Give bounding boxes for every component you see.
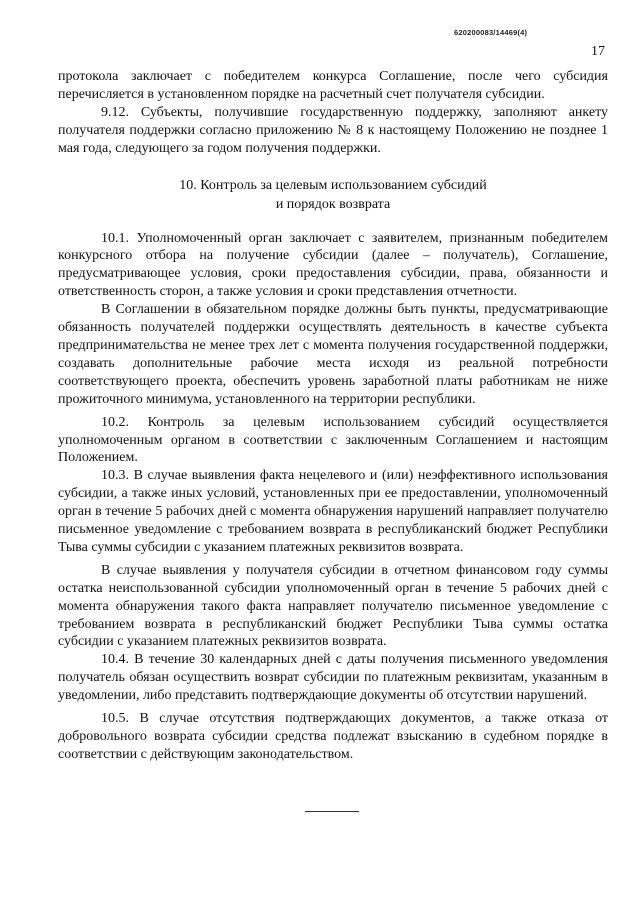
end-divider	[305, 811, 359, 812]
paragraph-remainder-return: В случае выявления у получателя субсидии в отчетном финансовом году суммы остатка неиспользованной субсидии уполномоченный орган в течение 5 рабочих дней с момента обнаружения такого факта направляет получателю письменное уведомление с требованием возврата в республиканский бюджет Республики Тыва суммы остатка субсидии с указанием платежных реквизитов возврата.	[58, 562, 608, 650]
document-body	[58, 68, 608, 764]
paragraph-10-4: 10.4. В течение 30 календарных дней с даты получения письменного уведомления получатель обязан осуществить возврат субсидии по платежным реквизитам, указанным в уведомлении, либо представить подтверждающие документы об отсутствии нарушений.	[58, 652, 608, 704]
paragraph-10-3: 10.3. В случае выявления факта нецелевого и (или) неэффективного использования субсидии, а также иных условий, установленных при ее предоставлении, уполномоченный орган в течение 5 рабочих дней с момента обнаружения нарушений направляет получателю письменное уведомление с требованием возврата в республиканский бюджет Республики Тыва суммы субсидии с указанием платежных реквизитов возврата.	[58, 468, 608, 555]
paragraph-agreement-clauses: В Соглашении в обязательном порядке должны быть пункты, предусматривающие обязанность получателей поддержки осуществлять деятельность в качестве субъекта предпринимательства не менее трех лет с момента получения государственной поддержки, создавать дополнительные рабочие места исходя из реальной потребности соответствующего проекта, обеспечить уровень заработной платы работникам не ниже прожиточного минимума, установленного на территории республики.	[58, 302, 608, 407]
paragraph-10-2: 10.2. Контроль за целевым использованием субсидий осуществляется уполномоченным органом в соответствии с заключенным Соглашением и настоящим Положением.	[58, 414, 608, 466]
paragraph-9-12: 9.12. Субъекты, получившие государственную поддержку, заполняют анкету получателя поддержки согласно приложению № 8 к настоящему Положению не позднее 1 мая года, следующего за годом получения поддержки.	[58, 104, 608, 156]
section-heading-line-1: 10. Контроль за целевым использованием субсидий	[179, 177, 487, 193]
document-code: 620200083/14469(4)	[454, 28, 528, 37]
paragraph-10-1: 10.1. Уполномоченный орган заключает с заявителем, признанным победителем конкурсного отбора на получение субсидии (далее – получатель), Соглашение, предусматривающее условия, сроки предоставления субсидии, права, обязанности и ответственность сторон, а также условия и сроки представления отчетности.	[58, 230, 608, 300]
section-heading-line-2: и порядок возврата	[275, 196, 391, 212]
paragraph-continuation: протокола заключает с победителем конкурса Соглашение, после чего субсидия перечисляется в установленном порядке на расчетный счет получателя субсидии.	[58, 69, 608, 102]
page-number: 17	[591, 44, 605, 59]
paragraph-10-5: 10.5. В случае отсутствия подтверждающих документов, а также отказа от добровольного возврата субсидии средства подлежат взысканию в судебном порядке в соответствии с действующим законодательством.	[58, 711, 608, 762]
section-heading	[58, 176, 608, 214]
